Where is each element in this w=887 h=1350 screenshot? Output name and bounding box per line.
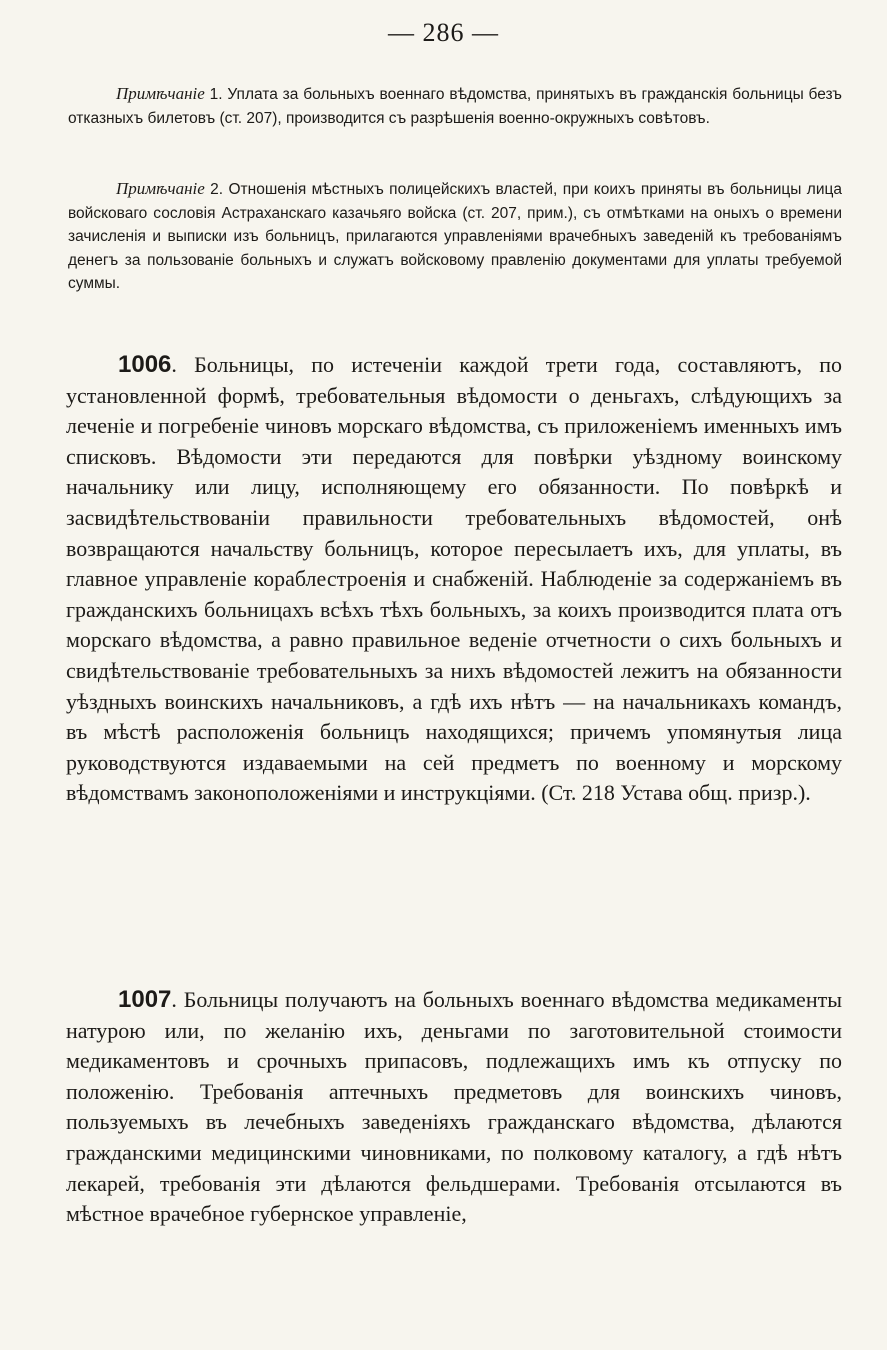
article-1007-text: . Больницы получаютъ на больныхъ военнаго вѣдомства медикаменты натурою или, по желанію ихъ, деньгами по заготовительной стоимости медикаментовъ и срочныхъ припасовъ, подлежащихъ имъ къ отпуску по положенію. Требованія аптечныхъ предметовъ для воинскихъ чиновъ, пользуемыхъ въ лечебныхъ заведеніяхъ гражданскаго вѣдомства, дѣлаются гражданскими медицинскими чиновниками, по полковому каталогу, а гдѣ нѣтъ лекарей, требованія эти дѣлаются фельдшерами. Требованія отсылаются въ мѣстное врачебное губернское управленіе, [66, 987, 842, 1227]
article-1006 [66, 350, 842, 809]
note-2-label: Примѣчаніе [116, 179, 205, 198]
note-1 [68, 82, 842, 130]
article-1006-text: . Больницы, по истеченіи каждой трети года, составляютъ, по установленной формѣ, требовательныя вѣдомости о деньгахъ, слѣдующихъ за леченіе и погребеніе чиновъ морскаго вѣдомства, съ приложеніемъ именныхъ имъ списковъ. Вѣдомости эти передаются для повѣрки уѣздному воинскому начальнику или лицу, исполняющему его обязанности. По повѣркѣ и засвидѣтельствованіи правильности требовательныхъ вѣдомостей, онѣ возвращаются начальству больницъ, которое пересылаетъ ихъ, для уплаты, въ главное управленіе кораблестроенія и снабженій. Наблюденіе за содержаніемъ въ гражданскихъ больницахъ всѣхъ тѣхъ больныхъ, за коихъ производится плата отъ морскаго вѣдомства, а равно правильное веденіе отчетности о сихъ больныхъ и свидѣтельствованіе требовательныхъ за нихъ вѣдомостей лежитъ на обязанности уѣздныхъ воинскихъ начальниковъ, а гдѣ ихъ нѣтъ — на начальникахъ командъ, въ мѣстѣ расположенія больницъ находящихся; причемъ упомянутыя лица руководствуются издаваемыми на сей предметъ по военному и морскому вѣдомствамъ законоположеніями и инструкціями. (Ст. 218 Устава общ. призр.). [66, 352, 842, 806]
note-1-label: Примѣчаніе [116, 84, 205, 103]
article-1006-number: 1006 [118, 351, 172, 378]
note-2-text: 2. Отношенія мѣстныхъ полицейскихъ властей, при коихъ приняты въ больницы лица войсковаго сословія Астраханскаго казачьяго войска (ст. 207, прим.), съ отмѣтками на оныхъ о времени зачисленія и выписки изъ больницъ, прилагаются управленіями врачебныхъ заведеній къ требованіямъ денегъ за пользованіе больныхъ и служатъ войсковому правленію документами для уплаты требуемой суммы. [68, 181, 842, 293]
page-number: — 286 — [388, 18, 499, 47]
note-1-text: 1. Уплата за больныхъ военнаго вѣдомства, принятыхъ въ гражданскія больницы безъ отказныхъ билетовъ (ст. 207), производится съ разрѣшенія военно-окружныхъ совѣтовъ. [68, 86, 842, 127]
article-1007 [66, 985, 842, 1230]
article-1007-number: 1007 [118, 986, 172, 1013]
note-2 [68, 177, 842, 296]
